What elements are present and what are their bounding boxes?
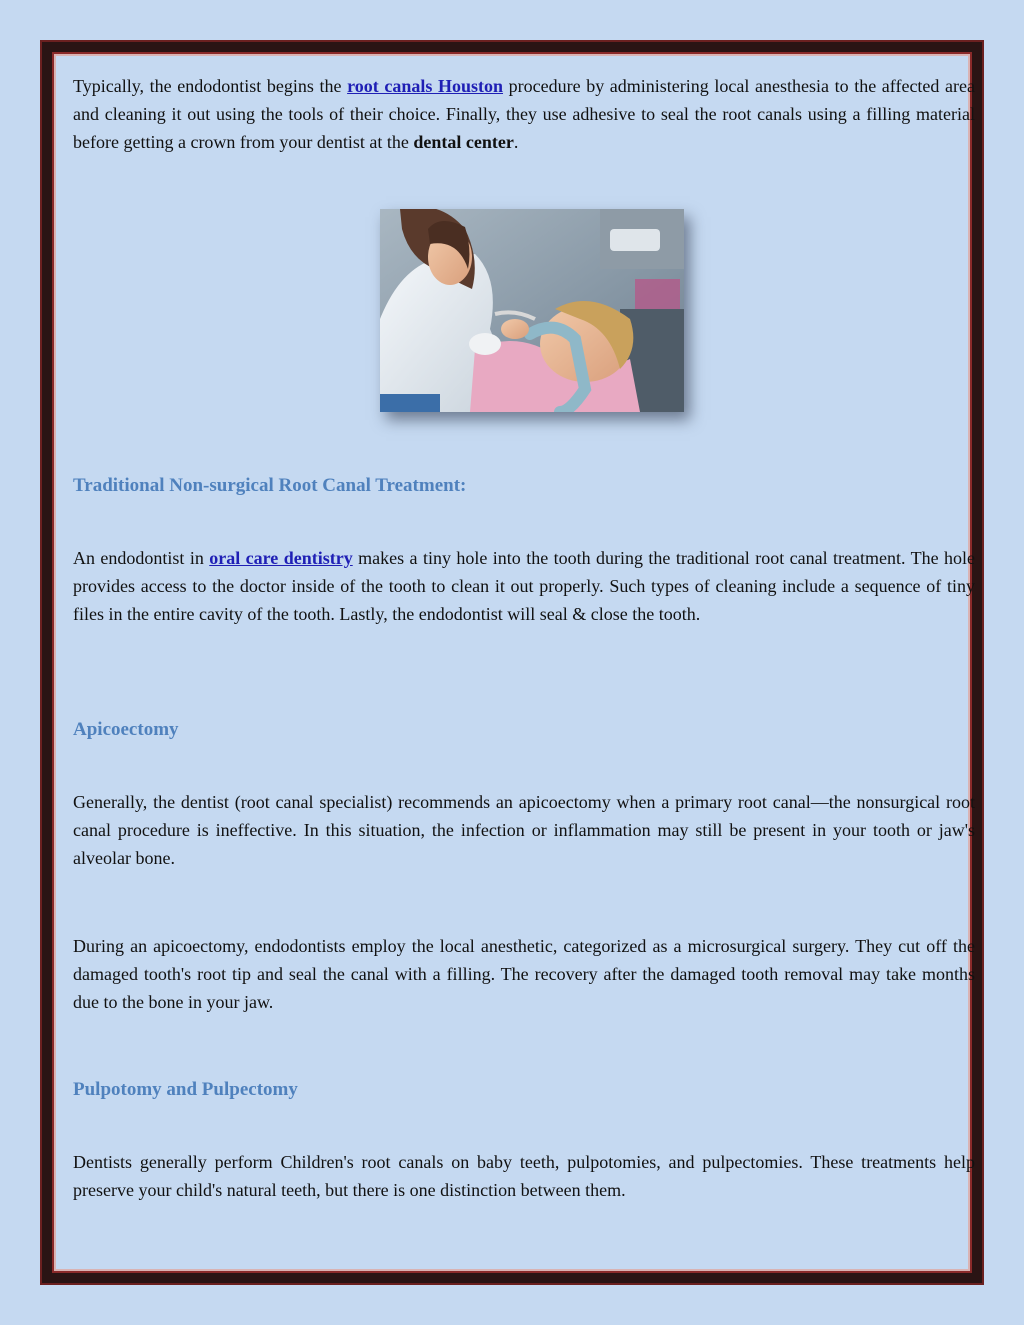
traditional-text-start: An endodontist in bbox=[73, 548, 210, 568]
traditional-text-end: makes a tiny hole into the tooth during the traditional root canal treatment. The hole provides access to the doctor inside of the tooth to clean it out properly. Such types of cleaning include a sequence of tiny files in the entire cavity of the tooth. Lastly, the endodontist will seal & close the tooth. bbox=[73, 548, 975, 624]
section-heading-apicoectomy: Apicoectomy bbox=[73, 719, 179, 740]
dentist-photo-illustration bbox=[380, 209, 684, 412]
pulpotomy-paragraph: Dentists generally perform Children's root canals on baby teeth, pulpotomies, and pulpectomies. These treatments help preserve your child's natural teeth, but there is one distinction between them. bbox=[73, 1152, 975, 1200]
page-border-frame bbox=[40, 40, 984, 1285]
intro-text-start: Typically, the endodontist begins the bbox=[73, 76, 348, 96]
oral-care-dentistry-link[interactable]: oral care dentistry bbox=[209, 548, 353, 568]
section-heading-pulpotomy: Pulpotomy and Pulpectomy bbox=[73, 1079, 298, 1100]
section-heading-traditional: Traditional Non-surgical Root Canal Treatment: bbox=[73, 475, 467, 496]
traditional-paragraph bbox=[73, 544, 975, 628]
dentist-photo bbox=[380, 209, 684, 412]
apicoectomy-paragraph-1: Generally, the dentist (root canal specialist) recommends an apicoectomy when a primary root canal—the nonsurgical root canal procedure is ineffective. In this situation, the infection or inflammation may still be present in your tooth or jaw's alveolar bone. bbox=[73, 792, 975, 868]
intro-text-middle: procedure by administering local anesthesia to the affected area and cleaning it out using the tools of their choice. Finally, they use adhesive to seal the root canals using a filling material before getting a crown from your dentist at the bbox=[73, 76, 975, 152]
dental-center-bold: dental center bbox=[413, 132, 514, 152]
intro-text-end: . bbox=[513, 132, 519, 152]
intro-paragraph bbox=[73, 72, 975, 156]
apicoectomy-paragraph-2: During an apicoectomy, endodontists employ the local anesthetic, categorized as a microsurgical surgery. They cut off the damaged tooth's root tip and seal the canal with a filling. The recovery after the damaged tooth removal may take months due to the bone in your jaw. bbox=[73, 936, 975, 1012]
root-canals-houston-link[interactable]: root canals Houston bbox=[347, 76, 504, 96]
